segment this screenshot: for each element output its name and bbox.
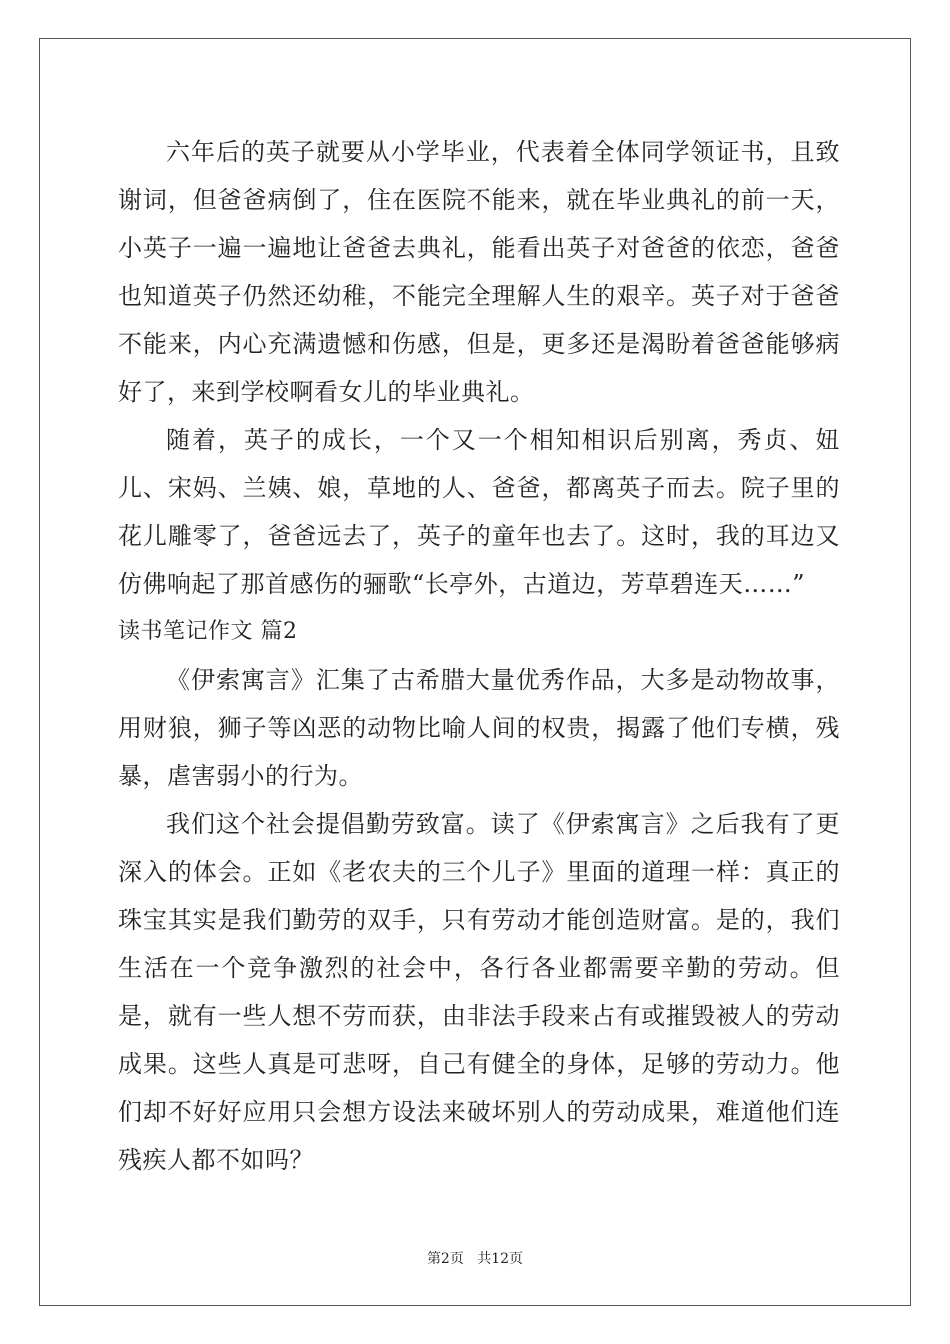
- document-body: [118, 128, 840, 1184]
- paragraph: 六年后的英子就要从小学毕业，代表着全体同学领证书，且致谢词，但爸爸病倒了，住在医院不能来，就在毕业典礼的前一天，小英子一遍一遍地让爸爸去典礼，能看出英子对爸爸的依恋，爸爸也知道英子仍然还幼稚，不能完全理解人生的艰辛。英子对于爸爸不能来，内心充满遗憾和伤感，但是，更多还是渴盼着爸爸能够病好了，来到学校啊看女儿的毕业典礼。: [118, 138, 840, 406]
- page-number: 第2页: [426, 1251, 464, 1267]
- section-heading: 读书笔记作文 篇2: [118, 619, 298, 644]
- page-footer: [0, 1248, 950, 1268]
- paragraph: 随着，英子的成长，一个又一个相知相识后别离，秀贞、妞儿、宋妈、兰姨、娘，草地的人、爸爸，都离英子而去。院子里的花儿雕零了，爸爸远去了，英子的童年也去了。这时，我的耳边又仿佛响起了那首感伤的骊歌“长亭外，古道边，芳草碧连天……”: [118, 426, 840, 598]
- paragraph: 《伊索寓言》汇集了古希腊大量优秀作品，大多是动物故事，用财狼，狮子等凶恶的动物比喻人间的权贵，揭露了他们专横，残暴，虐害弱小的行为。: [118, 666, 840, 790]
- paragraph: 我们这个社会提倡勤劳致富。读了《伊索寓言》之后我有了更深入的体会。正如《老农夫的三个儿子》里面的道理一样：真正的珠宝其实是我们勤劳的双手，只有劳动才能创造财富。是的，我们生活在一个竞争激烈的社会中，各行各业都需要辛勤的劳动。但是，就有一些人想不劳而获，由非法手段来占有或摧毁被人的劳动成果。这些人真是可悲呀，自己有健全的身体，足够的劳动力。他们却不好好应用只会想方设法来破坏别人的劳动成果，难道他们连残疾人都不如吗？: [118, 810, 840, 1174]
- page-total: 共12页: [477, 1251, 524, 1267]
